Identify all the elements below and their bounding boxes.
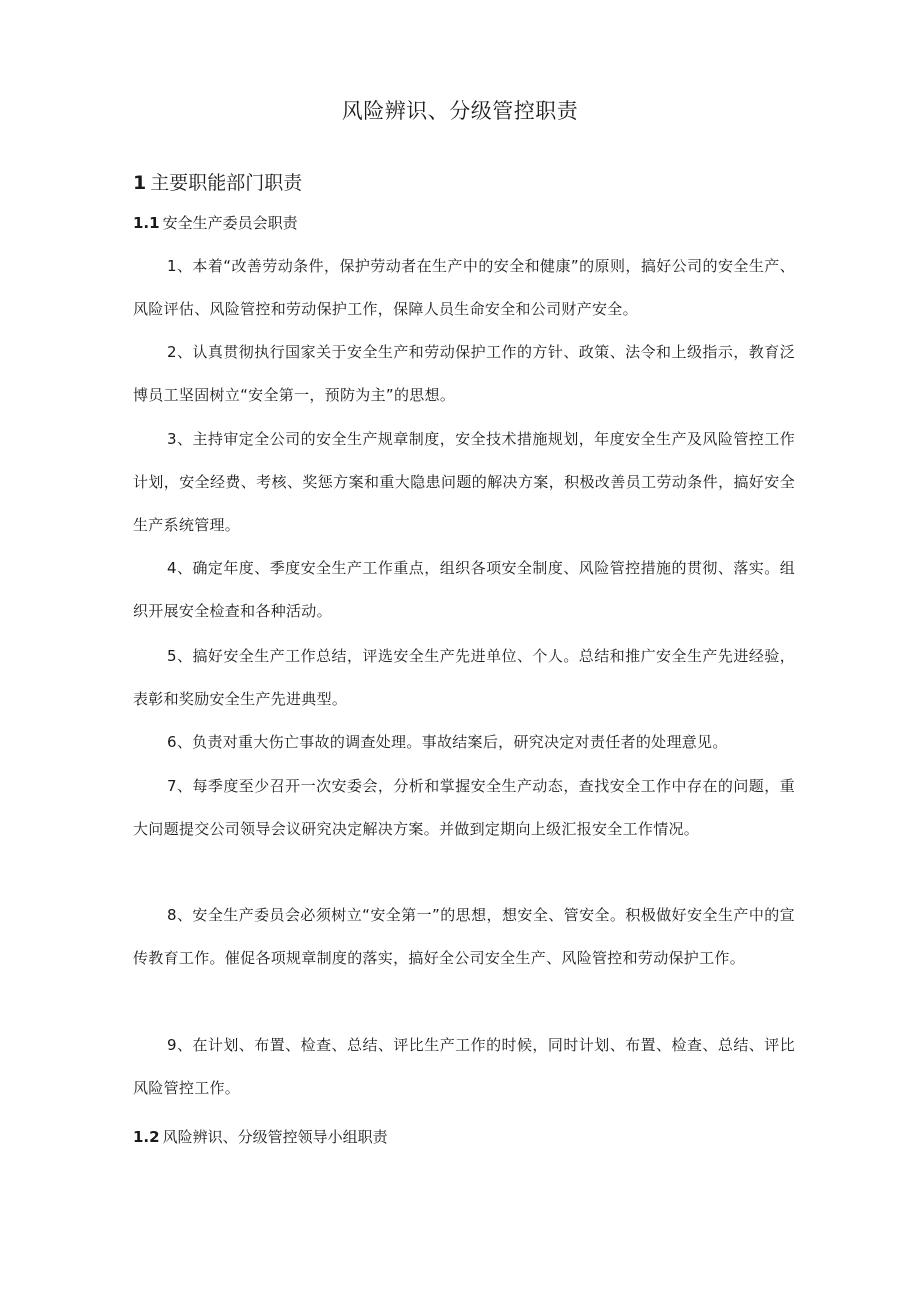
section-number: 1.2 — [133, 1128, 160, 1146]
section-title: 风险辨识、分级管控领导小组职责 — [162, 1128, 388, 1146]
section-title: 主要职能部门职责 — [150, 172, 303, 194]
section-number: 1.1 — [133, 214, 160, 232]
paragraph-item-3: 3、主持审定全公司的安全生产规章制度，安全技术措施规划，年度安全生产及风险管控工作计划，安全经费、考核、奖惩方案和重大隐患问题的解决方案，积极改善员工劳动条件，搞好安全生产系统管理。 — [133, 430, 795, 534]
section-number: 1 — [133, 172, 147, 194]
paragraph-item-1: 1、本着“改善劳动条件，保护劳动者在生产中的安全和健康”的原则，搞好公司的安全生产、风险评估、风险管控和劳动保护工作，保障人员生命安全和公司财产安全。 — [133, 257, 795, 318]
document-title: 风险辨识、分级管控职责 — [341, 99, 579, 123]
section-1-1-heading — [133, 212, 298, 233]
section-1-heading — [133, 168, 302, 195]
paragraph-item-8: 8、安全生产委员会必须树立“安全第一”的思想，想安全、管安全。积极做好安全生产中的宣传教育工作。催促各项规章制度的落实，搞好全公司安全生产、风险管控和劳动保护工作。 — [133, 906, 795, 967]
paragraph-item-6: 6、负责对重大伤亡事故的调查处理。事故结案后，研究决定对责任者的处理意见。 — [167, 733, 728, 751]
section-1-2-heading — [133, 1126, 388, 1147]
paragraph-item-5: 5、搞好安全生产工作总结，评选安全生产先进单位、个人。总结和推广安全生产先进经验，表彰和奖励安全生产先进典型。 — [133, 647, 795, 708]
paragraph-item-4: 4、确定年度、季度安全生产工作重点，组织各项安全制度、风险管控措施的贯彻、落实。组织开展安全检查和各种活动。 — [133, 559, 795, 620]
paragraph-item-2: 2、认真贯彻执行国家关于安全生产和劳动保护工作的方针、政策、法令和上级指示，教育泛博员工坚固树立“安全第一，预防为主”的思想。 — [133, 343, 795, 404]
paragraph-item-9: 9、在计划、布置、检查、总结、评比生产工作的时候，同时计划、布置、检查、总结、评比风险管控工作。 — [133, 1036, 795, 1097]
paragraph-item-7: 7、每季度至少召开一次安委会，分析和掌握安全生产动态，查找安全工作中存在的问题，重大问题提交公司领导会议研究决定解决方案。并做到定期向上级汇报安全工作情况。 — [133, 777, 795, 838]
section-title: 安全生产委员会职责 — [162, 214, 298, 232]
